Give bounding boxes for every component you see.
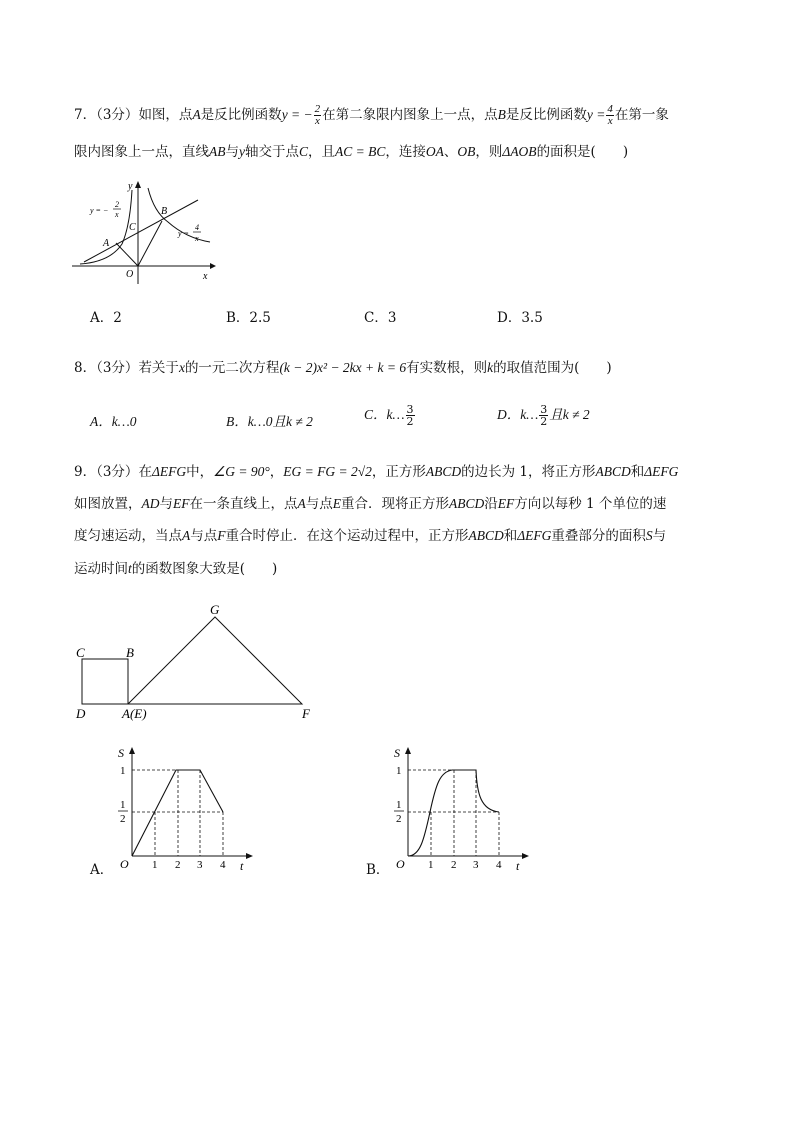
q7-line-1: 7．（3分）如图，点A是反比例函数y = − $\frac{2}{x}$ 在第二象限内图象上一点，点B是反比例函数y = $\frac{4}{x}$ 在第一象 [74,103,669,127]
label-f1-lhs: y = − [90,206,109,215]
tick-2: 2 [451,859,457,871]
q9-line-2: 如图放置，AD与EF在一条直线上，点A与点E重合．现将正方形ABCD沿EF方向以每秒 1 个单位的速 [74,496,667,512]
label-O: O [126,269,134,280]
t-axis-arrow [246,853,253,859]
label-A: A [103,238,110,249]
label-f2-lhs: y = [178,229,189,238]
label-S: S [394,746,400,760]
q8-option-b[interactable]: B．k…0且k ≠ 2 [226,414,313,429]
label-one: 1 [396,765,402,777]
label-f2-den: x [195,234,199,243]
q8-option-d[interactable]: D．k… $\frac{3}{2}$ 且k ≠ 2 [497,403,590,428]
tick-3: 3 [473,859,479,871]
label-C: C [129,222,136,233]
label-C: C [76,645,85,660]
label-x-axis: x [203,271,208,282]
q9-option-a[interactable]: A． [90,862,114,878]
q7-option-b[interactable]: B．2.5 [226,310,271,326]
q7-figure [70,178,220,286]
q9-graph-a [110,744,260,874]
tick-4: 4 [496,859,502,871]
q9-option-b[interactable]: B． [366,862,390,878]
curve-neg-2-over-x [80,190,132,264]
label-O: O [120,857,129,871]
q7-option-d[interactable]: D．3.5 [497,310,543,326]
q9-graph-b [386,744,536,874]
label-AE: A(E) [122,706,147,721]
tick-1: 1 [152,859,158,871]
s-axis-arrow [129,747,135,754]
q9-line-1: 9．（3分）在ΔEFG中，∠G = 90°，EG = FG = 2√2，正方形ABCD的边长为 1，将正方形ABCD和ΔEFG [74,464,679,480]
label-B: B [161,206,168,217]
label-half-den: 2 [396,813,402,825]
segment-OA [116,243,138,266]
label-f1-num: 2 [115,200,119,209]
tick-3: 3 [197,859,203,871]
label-O: O [396,857,405,871]
tick-2: 2 [175,859,181,871]
label-F: F [302,706,310,721]
fraction: $\frac{2}{x}$ [314,103,321,127]
label-half-num: 1 [120,799,126,811]
q9-figure [70,600,330,722]
q9-line-3: 度匀速运动，当点A与点F重合时停止．在这个运动过程中，正方形ABCD和ΔEFG重叠部分的面积S与 [74,528,667,544]
tick-4: 4 [220,859,226,871]
q8-option-a[interactable]: A．k…0 [90,414,137,429]
graph-b-curve [408,770,499,856]
label-half-den: 2 [120,813,126,825]
tick-1: 1 [428,859,434,871]
label-t: t [516,859,520,873]
triangle-EFG [128,617,302,704]
label-G: G [210,602,220,617]
label-f1-den: x [115,210,119,219]
fraction: $\frac{3}{2}$ [406,403,414,428]
square-ABCD [82,659,128,704]
label-one: 1 [120,765,126,777]
label-D: D [76,706,86,721]
label-y-axis: y [128,181,133,192]
t-axis-arrow [522,853,529,859]
graph-a-curve [132,770,223,856]
q7-line-2: 限内图象上一点，直线AB与y轴交于点C，且AC = BC，连接OA、OB，则ΔAOB的面积是( ) [74,144,629,160]
q8-option-c[interactable]: C．k… $\frac{3}{2}$ [364,403,414,428]
fraction: $\frac{4}{x}$ [607,103,613,127]
label-half-num: 1 [396,799,402,811]
q7-option-c[interactable]: C．3 [364,310,397,326]
segment-OB [138,221,162,266]
label-t: t [240,859,244,873]
s-axis-arrow [405,747,411,754]
guide-lines [132,770,223,856]
label-S: S [118,746,124,760]
fraction: $\frac{3}{2}$ [540,403,548,428]
q9-line-4: 运动时间t的函数图象大致是( ) [74,561,278,577]
q8-stem: 8．（3分）若关于x的一元二次方程(k − 2)x² − 2kx + k = 6有实数根，则k的取值范围为( ) [74,360,612,376]
q7-option-a[interactable]: A．2 [90,310,122,326]
label-B: B [126,645,134,660]
x-axis-arrow [210,263,216,269]
label-f2-num: 4 [195,223,199,232]
y-axis-arrow [135,181,141,188]
